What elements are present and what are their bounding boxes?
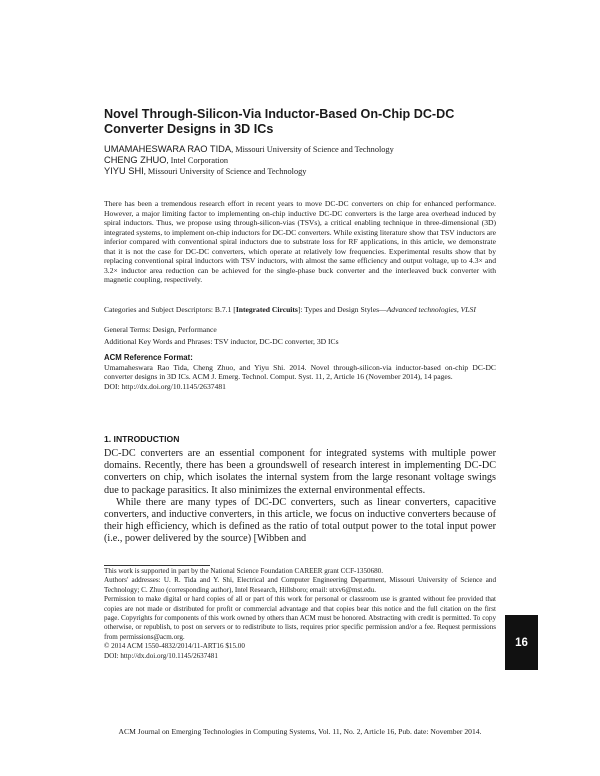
author-affiliation: , Missouri University of Science and Technology [231,145,394,154]
categories-bold: Integrated Circuits [235,305,298,314]
footnote-doi: DOI: http://dx.doi.org/10.1145/2637481 [104,651,218,660]
paper-title: Novel Through-Silicon-Via Inductor-Based On-Chip DC-DC Converter Designs in 3D ICs [104,107,455,136]
footnote-divider [104,565,210,566]
acm-reference-heading: ACM Reference Format: [104,353,193,362]
page-number-tab [505,615,538,670]
categories-italic: Advanced technologies, VLSI [386,305,476,314]
acm-reference-doi: DOI: http://dx.doi.org/10.1145/2637481 [104,381,226,391]
body-paragraph: DC-DC converters are an essential component for integrated systems with multiple power domains. Recently, there has been a groundswell of research interest in implementing DC-DC converters on chip, which isolates the internal system from the large resonant voltage swings due to package parasitics. It also minimizes the external environmental effects. [104,448,496,496]
abstract: There has been a tremendous research effort in recent years to move DC-DC converters on chip for enhanced performance. However, a major limiting factor to implementing on-chip inductive DC-DC converters is the large area overhead induced by spiral inductors. Thus, we propose using through-silicon-vias (TSVs), a critical enabling technique in three-dimensional (3D) integrated systems, to implement on-chip inductors for DC-DC converters. While existing literature show that TSV inductors are inferior compared with conventional spiral inductors due to substrate loss for RF applications, in this article, we demonstrate that it is not the case for DC-DC converters, which operate at relatively low frequencies. Experimental results show that by replacing conventional spiral inductors with TSV inductors, with almost the same efficiency and output voltage, up to 4.3× and 3.2× inductor area reduction can be achieved for the single-phase buck converter and the interleaved buck converter with magnetic coupling, respectively. [104,199,496,285]
funding-note: This work is supported in part by the National Science Foundation CAREER grant CCF-1350680. [104,567,383,575]
acm-reference-text: Umamaheswara Rao Tida, Cheng Zhuo, and Yiyu Shi. 2014. Novel through-silicon-via inductor-based on-chip DC-DC converter designs in 3D ICs. ACM J. Emerg. Technol. Comput. Syst. 11, 2, Article 16 (November 2014), 14 pages. [104,362,496,382]
footnotes [104,567,496,661]
categories-middle: ]: Types and Design Styles— [297,305,387,314]
general-terms: General Terms: Design, Performance [104,325,217,334]
copyright-line: © 2014 ACM 1550-4832/2014/11-ART16 $15.00 [104,642,245,651]
categories-descriptors [104,305,496,315]
author-name: YIYU SHI [104,166,144,176]
author-affiliation: , Missouri University of Science and Technology [143,167,307,176]
keywords: Additional Key Words and Phrases: TSV inductor, DC-DC converter, 3D ICs [104,337,339,346]
author-affiliation: , Intel Corporation [166,156,229,165]
categories-prefix: Categories and Subject Descriptors: B.7.1 [ [104,305,236,314]
acm-reference-block [104,353,496,391]
permission-notice: Permission to make digital or hard copies of all or part of this work for personal or classroom use is granted without fee provided that copies are not made or distributed for profit or commercial advantage and that copies bear this notice and the full citation on the first page. Copyrights for components of this work owned by others than ACM must be honored. Abstracting with credit is permitted. To copy otherwise, or republish, to post on servers or to redistribute to lists, requires prior specific permission and/or a fee. Request permissions from permissions@acm.org. [104,595,496,641]
author-entry [104,144,504,155]
author-addresses: Authors' addresses: U. R. Tida and Y. Shi, Electrical and Computer Engineering Department, Missouri University of Science and Technology; C. Zhuo (corresponding author), Intel Research, Hillsboro; email: utxv6@mst.edu. [104,576,496,594]
author-entry [104,166,504,177]
author-list [104,144,504,177]
author-name: CHENG ZHUO [104,155,167,165]
author-name: UMAMAHESWARA RAO TIDA [104,144,232,154]
author-entry [104,155,504,166]
introduction-body [104,448,496,546]
section-heading: 1. INTRODUCTION [104,434,180,444]
body-paragraph: While there are many types of DC-DC converters, such as linear converters, capacitive converters, and inductive converters, in this article, we focus on inductive converters because of their high efficiency, which is defined as the ratio of total output power to the total input power (i.e., power delivered by the source) [Wibben and [104,496,496,545]
page-number: 16 [515,636,528,649]
journal-footer: ACM Journal on Emerging Technologies in Computing Systems, Vol. 11, No. 2, Article 16, Pub. date: November 2014. [118,727,482,736]
